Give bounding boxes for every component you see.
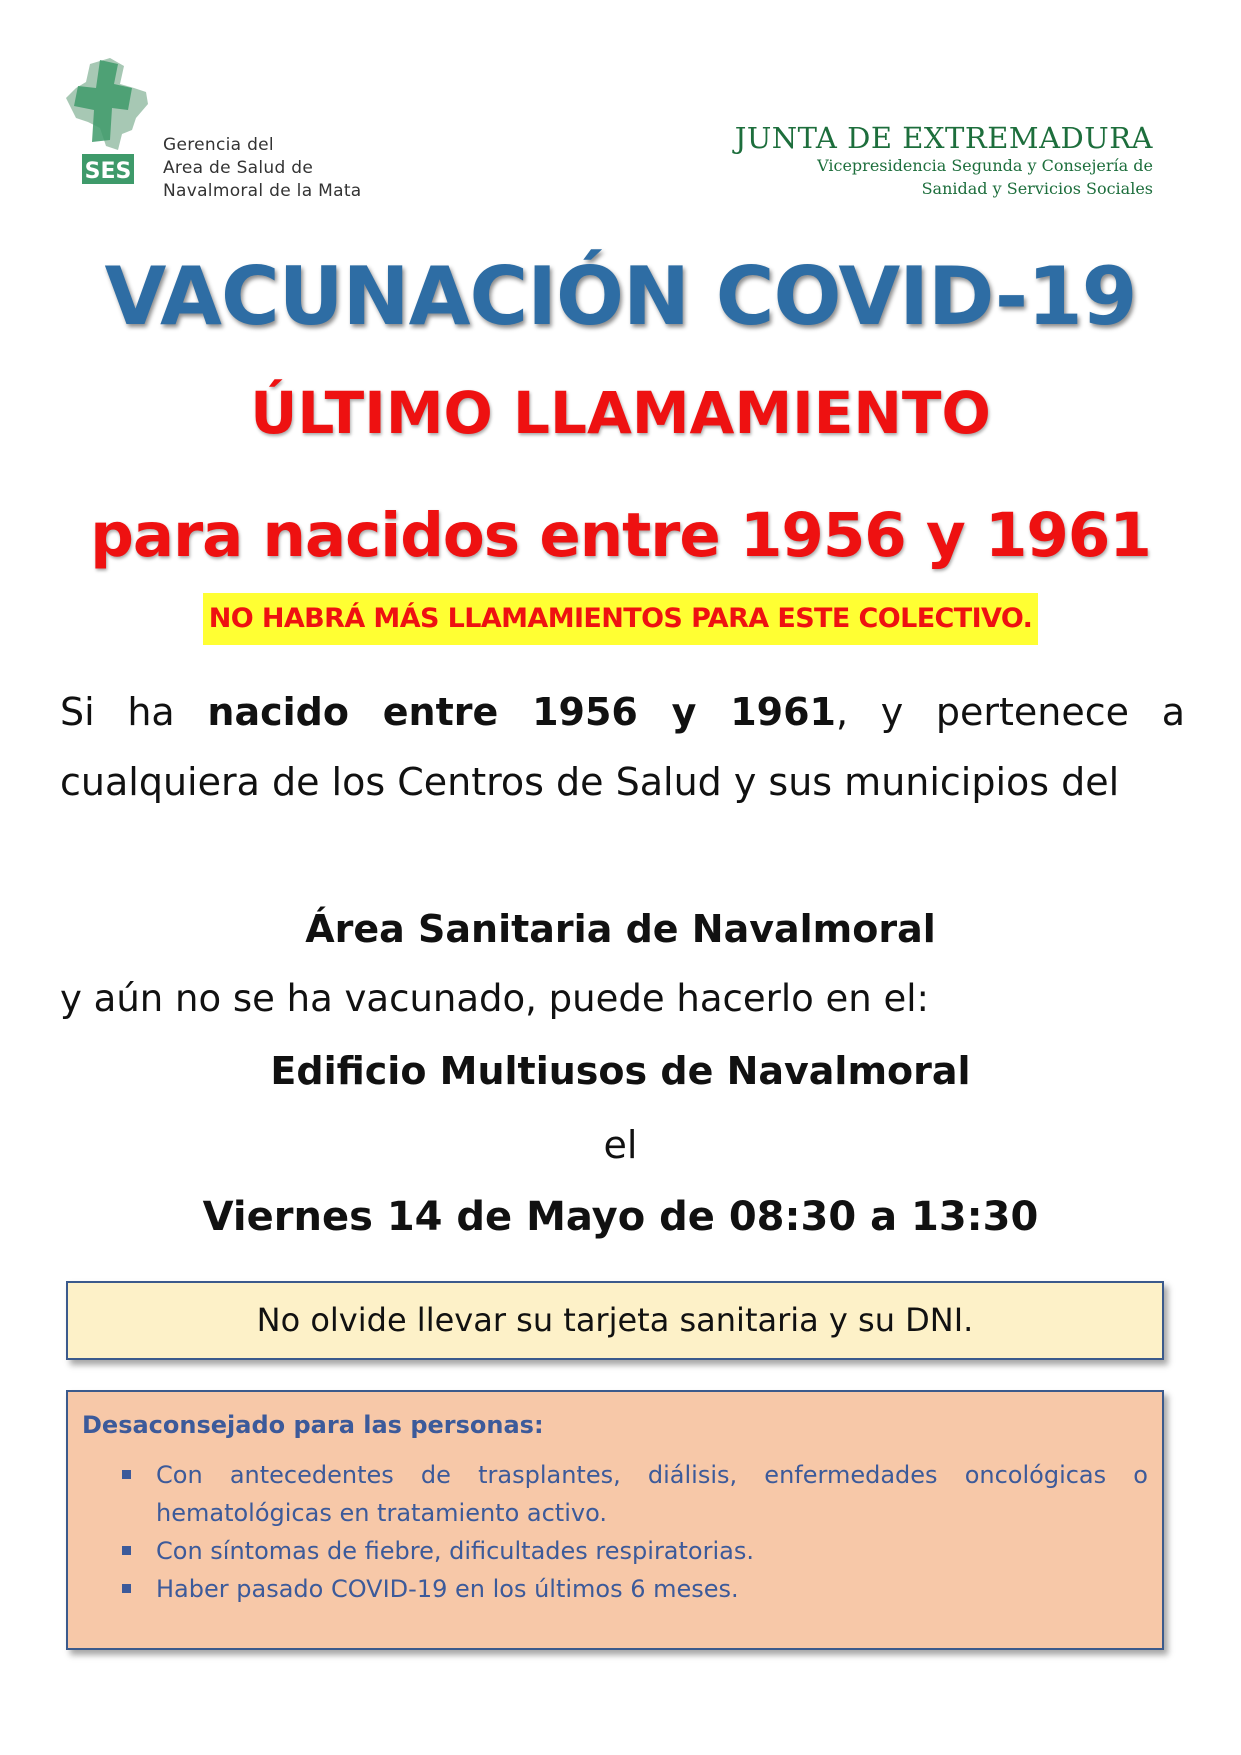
list-item-text: Con antecedentes de trasplantes, diálisis, enfermedades oncológicas o hematológicas en tratamiento activo. [156,1461,1148,1527]
intro-text: , y pertenece a cualquiera de los Centros de Salud y sus municipios del [60,690,1185,804]
intro-text: Si ha [60,690,208,734]
warning-text: NO HABRÁ MÁS LLAMAMIENTOS PARA ESTE COLECTIVO. [203,593,1039,645]
intro-paragraph [60,677,1185,817]
junta-logo [735,122,1153,200]
bullet-icon [122,1470,131,1479]
ses-org-line: Area de Salud de [163,158,314,178]
contraindications-heading: Desaconsejado para las personas: [82,1411,544,1439]
junta-subtitle-line: Sanidad y Servicios Sociales [921,179,1153,198]
junta-title: JUNTA DE EXTREMADURA [734,121,1153,155]
list-item-text: Con síntomas de fiebre, dificultades respiratorias. [156,1537,754,1565]
ses-logo [62,58,172,208]
venue-name: Edificio Multiusos de Navalmoral [270,1049,971,1093]
reminder-text: No olvide llevar su tarjeta sanitaria y su DNI. [256,1301,974,1339]
list-item [122,1570,1148,1608]
last-call-title: ÚLTIMO LLAMAMIENTO [250,379,991,447]
list-item-text: Haber pasado COVID-19 en los últimos 6 meses. [156,1575,739,1603]
area-name: Área Sanitaria de Navalmoral [305,907,936,951]
main-title: VACUNACIÓN COVID-19 [104,250,1137,343]
ses-organization [163,134,362,203]
ses-logo-text: SES [84,159,132,184]
junta-subtitle-line: Vicepresidencia Segunda y Consejería de [817,156,1153,175]
list-item [122,1456,1148,1532]
warning-banner [0,593,1241,645]
contraindications-list [122,1456,1148,1608]
bullet-icon [122,1546,131,1555]
ses-org-line: Navalmoral de la Mata [163,181,362,201]
date-time: Viernes 14 de Mayo de 08:30 a 13:30 [202,1194,1039,1240]
list-item [122,1532,1148,1570]
birth-range-title: para nacidos entre 1956 y 1961 [90,500,1151,571]
el-text: el [603,1123,638,1167]
ses-org-line: Gerencia del [163,135,274,155]
intro-bold: nacido entre 1956 y 1961 [207,690,836,734]
reminder-box [66,1281,1164,1360]
bullet-icon [122,1584,131,1593]
not-vaccinated-text: y aún no se ha vacunado, puede hacerlo en el: [60,977,929,1020]
contraindications-box [66,1390,1164,1650]
